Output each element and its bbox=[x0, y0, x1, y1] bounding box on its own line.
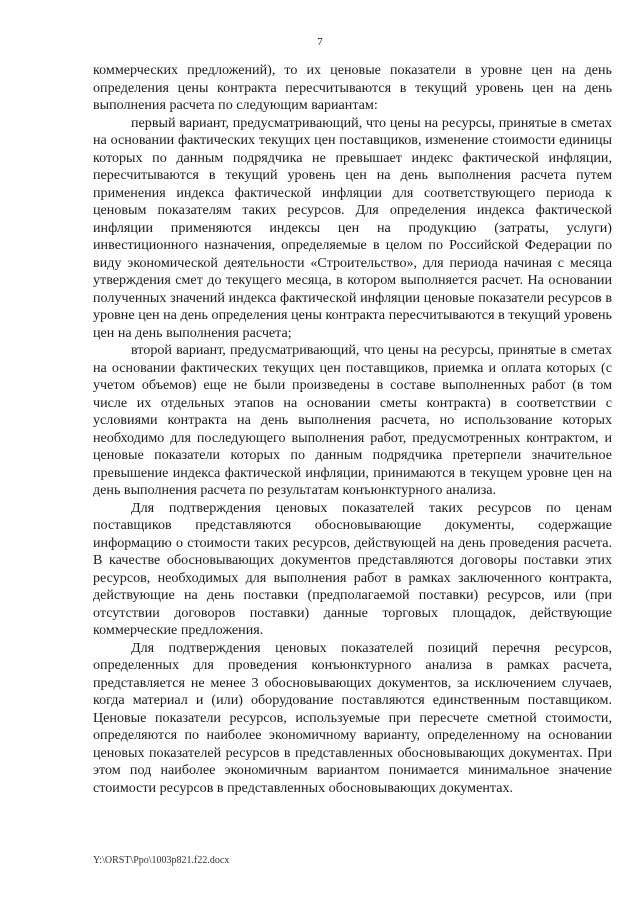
paragraph-continuation: коммерческих предложений), то их ценовые показатели в уровне цен на день определения цены контракта пересчитываются в текущий уровень цен на день выполнения расчета по следующим вариантам: bbox=[93, 62, 612, 113]
paragraph-second-variant: второй вариант, предусматривающий, что цены на ресурсы, принятые в сметах на основании фактических текущих цен поставщиков, приемка и оплата которых (с учетом объемов) еще не были произведены в составе выполненных работ (в том числе их отдельных этапов на основании сметы контракта) в соответствии с условиями контракта на день выполнения расчета, но использование которых необходимо для последующего выполнения работ, предусмотренных контрактом, и ценовые показатели которых по данным подрядчика претерпели значительное превышение индекса фактической инфляции, принимаются в текущем уровне цен на день выполнения расчета по результатам конъюнктурного анализа. bbox=[93, 342, 612, 498]
footer-file-path: Y:\ORST\Ppo\1003p821.f22.docx bbox=[93, 855, 230, 866]
paragraph-supporting-documents: Для подтверждения ценовых показателей таких ресурсов по ценам поставщиков представляются обосновывающие документы, содержащие информацию о стоимости таких ресурсов, действующей на день проведения расчета. В качестве обосновывающих документов представляются договоры поставки этих ресурсов, необходимых для выполнения работ в рамках заключенного контракта, действующие на день поставки (предполагаемой поставки) ресурсов, или (при отсутствии договоров поставки) данные торговых площадок, действующие коммерческие предложения. bbox=[93, 499, 612, 638]
paragraph-market-analysis: Для подтверждения ценовых показателей позиций перечня ресурсов, определенных для проведения конъюнктурного анализа в рамках расчета, представляется не менее 3 обосновывающих документов, за исключением случаев, когда материал и (или) оборудование поставляются единственным поставщиком. Ценовые показатели ресурсов, используемые при пересчете сметной стоимости, определяются по наиболее экономичному варианту, определенному на основании ценовых показателей ресурсов в представленных обосновывающих документах. При этом под наиболее экономичным вариантом понимается минимальное значение стоимости ресурсов в представленных обосновывающих документах. bbox=[93, 639, 612, 796]
document-body bbox=[93, 62, 612, 797]
paragraph-first-variant: первый вариант, предусматривающий, что цены на ресурсы, принятые в сметах на основании фактических текущих цен поставщиков, изменение стоимости единицы которых по данным подрядчика не превышает индекс фактической инфляции, пересчитываются в текущий уровень цен на день выполнения расчета путем применения индекса фактической инфляции для соответствующего периода к ценовым показателям таких ресурсов. Для определения индекса фактической инфляции применяются индексы цен на продукцию (затраты, услуги) инвестиционного назначения, определяемые в целом по Российской Федерации по виду экономической деятельности «Строительство», для периода начиная с месяца утверждения смет до текущего месяца, в котором выполняется расчет. На основании полученных значений индекса фактической инфляции ценовые показатели ресурсов в уровне цен на день определения цены контракта пересчитываются в текущий уровень цен на день выполнения расчета; bbox=[93, 114, 612, 341]
page-number: 7 bbox=[317, 36, 323, 48]
